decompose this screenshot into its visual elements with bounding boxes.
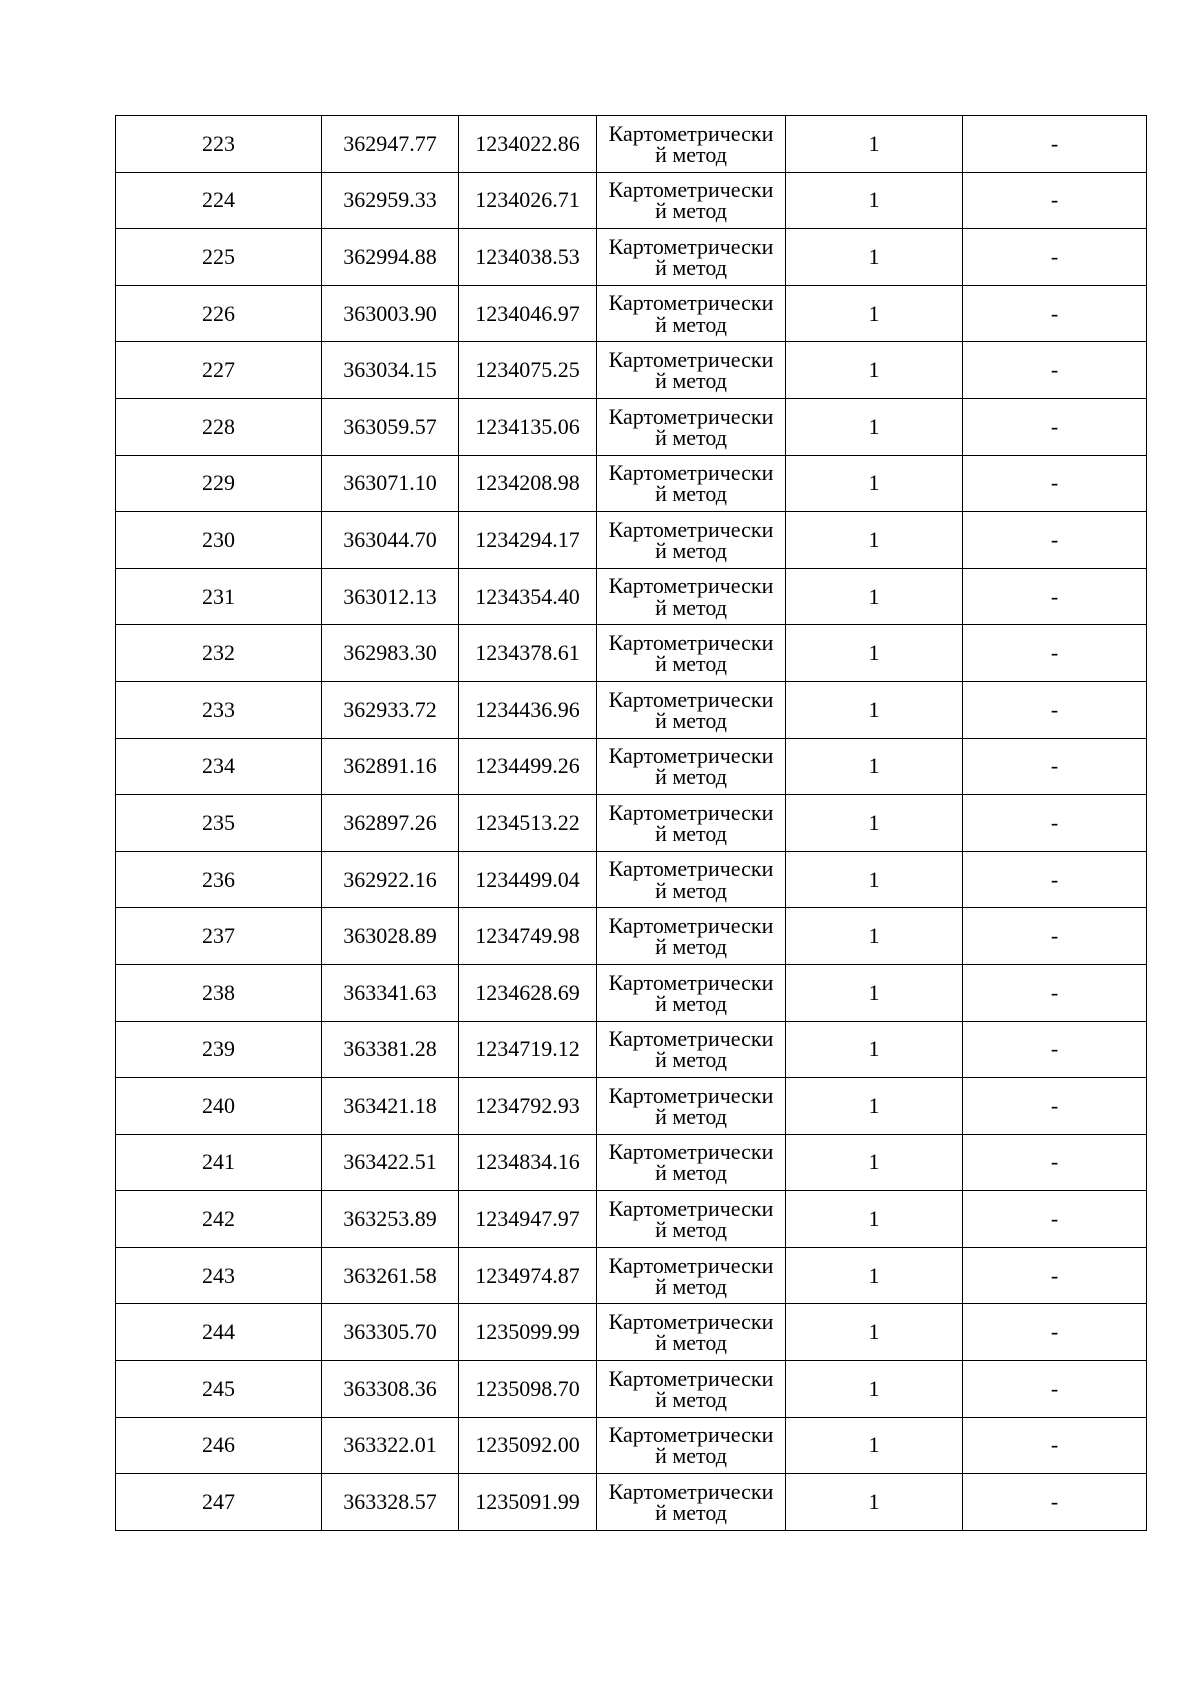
point-number-cell: 230 [116,512,322,569]
note-cell: - [963,1417,1147,1474]
accuracy-cell: 1 [786,455,963,512]
method-cell [597,795,786,852]
method-line: й метод [655,311,727,337]
method-line: й метод [655,198,727,224]
note-cell: - [963,1191,1147,1248]
table-row [116,398,1147,455]
x-coordinate-cell: 363012.13 [322,568,459,625]
note-cell: - [963,229,1147,286]
point-number-cell: 238 [116,964,322,1021]
x-coordinate-cell: 362933.72 [322,681,459,738]
point-number-cell: 228 [116,398,322,455]
method-line: Картометрически [608,1252,774,1278]
point-number-cell: 244 [116,1304,322,1361]
table-row [116,1304,1147,1361]
method-cell [597,1134,786,1191]
point-number-cell: 223 [116,116,322,173]
accuracy-cell: 1 [786,285,963,342]
method-line: Картометрически [608,460,774,486]
method-line: Картометрически [608,233,774,259]
point-number-cell: 224 [116,172,322,229]
note-cell: - [963,1361,1147,1418]
method-cell [597,738,786,795]
method-line: Картометрически [608,1026,774,1052]
method-line: й метод [655,934,727,960]
table-row [116,738,1147,795]
table-body [116,116,1147,1531]
method-line: й метод [655,594,727,620]
y-coordinate-cell: 1234436.96 [459,681,597,738]
x-coordinate-cell: 362994.88 [322,229,459,286]
accuracy-cell: 1 [786,398,963,455]
method-cell [597,1247,786,1304]
table-row [116,229,1147,286]
table-row [116,1474,1147,1531]
y-coordinate-cell: 1234749.98 [459,908,597,965]
y-coordinate-cell: 1234719.12 [459,1021,597,1078]
method-cell [597,512,786,569]
note-cell: - [963,851,1147,908]
note-cell: - [963,625,1147,682]
method-line: й метод [655,1330,727,1356]
accuracy-cell: 1 [786,964,963,1021]
point-number-cell: 232 [116,625,322,682]
point-number-cell: 229 [116,455,322,512]
accuracy-cell: 1 [786,1304,963,1361]
table-row [116,625,1147,682]
x-coordinate-cell: 363328.57 [322,1474,459,1531]
method-cell [597,908,786,965]
accuracy-cell: 1 [786,1021,963,1078]
method-line: Картометрически [608,403,774,429]
method-line: Картометрически [608,1139,774,1165]
method-line: Картометрически [608,969,774,995]
method-cell [597,285,786,342]
y-coordinate-cell: 1234294.17 [459,512,597,569]
method-cell [597,229,786,286]
method-cell [597,964,786,1021]
point-number-cell: 226 [116,285,322,342]
method-line: й метод [655,537,727,563]
method-line: й метод [655,481,727,507]
y-coordinate-cell: 1234026.71 [459,172,597,229]
y-coordinate-cell: 1234834.16 [459,1134,597,1191]
table-row [116,1191,1147,1248]
method-line: Картометрически [608,1478,774,1504]
x-coordinate-cell: 363308.36 [322,1361,459,1418]
note-cell: - [963,172,1147,229]
y-coordinate-cell: 1234974.87 [459,1247,597,1304]
method-line: й метод [655,368,727,394]
method-cell [597,116,786,173]
point-number-cell: 225 [116,229,322,286]
accuracy-cell: 1 [786,795,963,852]
x-coordinate-cell: 362959.33 [322,172,459,229]
x-coordinate-cell: 363341.63 [322,964,459,1021]
method-line: Картометрически [608,686,774,712]
note-cell: - [963,1078,1147,1135]
method-cell [597,568,786,625]
method-cell [597,625,786,682]
table-row [116,1361,1147,1418]
method-line: Картометрически [608,743,774,769]
accuracy-cell: 1 [786,229,963,286]
y-coordinate-cell: 1234075.25 [459,342,597,399]
accuracy-cell: 1 [786,851,963,908]
x-coordinate-cell: 363034.15 [322,342,459,399]
table-row [116,1134,1147,1191]
method-line: й метод [655,1386,727,1412]
note-cell: - [963,1247,1147,1304]
method-cell [597,1021,786,1078]
method-line: Картометрически [608,856,774,882]
table-row [116,964,1147,1021]
table-row [116,342,1147,399]
method-line: й метод [655,424,727,450]
method-line: й метод [655,707,727,733]
method-line: Картометрически [608,1309,774,1335]
method-line: й метод [655,651,727,677]
accuracy-cell: 1 [786,1474,963,1531]
accuracy-cell: 1 [786,681,963,738]
y-coordinate-cell: 1234792.93 [459,1078,597,1135]
method-cell [597,1078,786,1135]
method-cell [597,455,786,512]
method-line: Картометрически [608,1422,774,1448]
y-coordinate-cell: 1234354.40 [459,568,597,625]
note-cell: - [963,795,1147,852]
method-line: й метод [655,1160,727,1186]
method-line: Картометрически [608,177,774,203]
table-row [116,285,1147,342]
method-line: Картометрически [608,913,774,938]
point-number-cell: 231 [116,568,322,625]
x-coordinate-cell: 362891.16 [322,738,459,795]
x-coordinate-cell: 363322.01 [322,1417,459,1474]
method-line: й метод [655,1500,727,1526]
x-coordinate-cell: 363381.28 [322,1021,459,1078]
method-line: й метод [655,254,727,280]
y-coordinate-cell: 1234208.98 [459,455,597,512]
x-coordinate-cell: 363261.58 [322,1247,459,1304]
method-cell [597,1474,786,1531]
note-cell: - [963,455,1147,512]
coordinates-table [115,115,1147,1531]
x-coordinate-cell: 363028.89 [322,908,459,965]
x-coordinate-cell: 363003.90 [322,285,459,342]
point-number-cell: 234 [116,738,322,795]
x-coordinate-cell: 363059.57 [322,398,459,455]
y-coordinate-cell: 1234022.86 [459,116,597,173]
method-line: Картометрически [608,1082,774,1108]
x-coordinate-cell: 363305.70 [322,1304,459,1361]
method-line: Картометрически [608,573,774,599]
table-row [116,681,1147,738]
point-number-cell: 242 [116,1191,322,1248]
accuracy-cell: 1 [786,116,963,173]
point-number-cell: 247 [116,1474,322,1531]
x-coordinate-cell: 363253.89 [322,1191,459,1248]
method-cell [597,398,786,455]
x-coordinate-cell: 362897.26 [322,795,459,852]
point-number-cell: 245 [116,1361,322,1418]
accuracy-cell: 1 [786,512,963,569]
accuracy-cell: 1 [786,172,963,229]
method-line: й метод [655,1103,727,1129]
method-line: Картометрически [608,290,774,316]
x-coordinate-cell: 362947.77 [322,116,459,173]
y-coordinate-cell: 1235092.00 [459,1417,597,1474]
point-number-cell: 237 [116,908,322,965]
accuracy-cell: 1 [786,342,963,399]
y-coordinate-cell: 1234046.97 [459,285,597,342]
note-cell: - [963,342,1147,399]
point-number-cell: 241 [116,1134,322,1191]
x-coordinate-cell: 363422.51 [322,1134,459,1191]
method-cell [597,851,786,908]
method-cell [597,172,786,229]
y-coordinate-cell: 1234499.04 [459,851,597,908]
x-coordinate-cell: 362922.16 [322,851,459,908]
method-line: Картометрически [608,516,774,542]
accuracy-cell: 1 [786,1134,963,1191]
method-line: й метод [655,141,727,167]
table-row [116,512,1147,569]
method-line: й метод [655,877,727,903]
table-row [116,172,1147,229]
accuracy-cell: 1 [786,738,963,795]
method-line: Картометрически [608,1365,774,1391]
table-row [116,1417,1147,1474]
accuracy-cell: 1 [786,1361,963,1418]
point-number-cell: 227 [116,342,322,399]
y-coordinate-cell: 1235099.99 [459,1304,597,1361]
y-coordinate-cell: 1235098.70 [459,1361,597,1418]
note-cell: - [963,908,1147,965]
method-line: Картометрически [608,1195,774,1221]
accuracy-cell: 1 [786,1247,963,1304]
point-number-cell: 246 [116,1417,322,1474]
note-cell: - [963,1134,1147,1191]
accuracy-cell: 1 [786,568,963,625]
method-line: й метод [655,990,727,1016]
method-line: Картометрически [608,120,774,146]
accuracy-cell: 1 [786,1417,963,1474]
method-line: й метод [655,1273,727,1299]
method-line: й метод [655,1443,727,1469]
method-line: Картометрически [608,347,774,373]
y-coordinate-cell: 1234499.26 [459,738,597,795]
method-line: й метод [655,764,727,790]
accuracy-cell: 1 [786,908,963,965]
table-row [116,568,1147,625]
method-cell [597,681,786,738]
table-row [116,116,1147,173]
x-coordinate-cell: 362983.30 [322,625,459,682]
note-cell: - [963,398,1147,455]
note-cell: - [963,964,1147,1021]
point-number-cell: 239 [116,1021,322,1078]
note-cell: - [963,1304,1147,1361]
point-number-cell: 243 [116,1247,322,1304]
x-coordinate-cell: 363071.10 [322,455,459,512]
method-cell [597,1361,786,1418]
note-cell: - [963,738,1147,795]
table-row [116,908,1147,965]
table-row [116,1078,1147,1135]
method-line: й метод [655,820,727,846]
note-cell: - [963,1021,1147,1078]
note-cell: - [963,568,1147,625]
note-cell: - [963,681,1147,738]
table-row [116,851,1147,908]
y-coordinate-cell: 1234628.69 [459,964,597,1021]
table-row [116,1021,1147,1078]
y-coordinate-cell: 1234947.97 [459,1191,597,1248]
table-row [116,795,1147,852]
point-number-cell: 235 [116,795,322,852]
y-coordinate-cell: 1235091.99 [459,1474,597,1531]
method-cell [597,342,786,399]
accuracy-cell: 1 [786,625,963,682]
method-line: й метод [655,1047,727,1073]
y-coordinate-cell: 1234378.61 [459,625,597,682]
method-line: й метод [655,1217,727,1243]
method-cell [597,1417,786,1474]
point-number-cell: 233 [116,681,322,738]
accuracy-cell: 1 [786,1078,963,1135]
method-line: Картометрически [608,630,774,656]
note-cell: - [963,1474,1147,1531]
method-cell [597,1191,786,1248]
point-number-cell: 240 [116,1078,322,1135]
table-row [116,1247,1147,1304]
table-row [116,455,1147,512]
x-coordinate-cell: 363044.70 [322,512,459,569]
y-coordinate-cell: 1234038.53 [459,229,597,286]
y-coordinate-cell: 1234135.06 [459,398,597,455]
note-cell: - [963,285,1147,342]
method-line: Картометрически [608,799,774,825]
point-number-cell: 236 [116,851,322,908]
accuracy-cell: 1 [786,1191,963,1248]
method-cell [597,1304,786,1361]
note-cell: - [963,512,1147,569]
x-coordinate-cell: 363421.18 [322,1078,459,1135]
note-cell: - [963,116,1147,173]
y-coordinate-cell: 1234513.22 [459,795,597,852]
